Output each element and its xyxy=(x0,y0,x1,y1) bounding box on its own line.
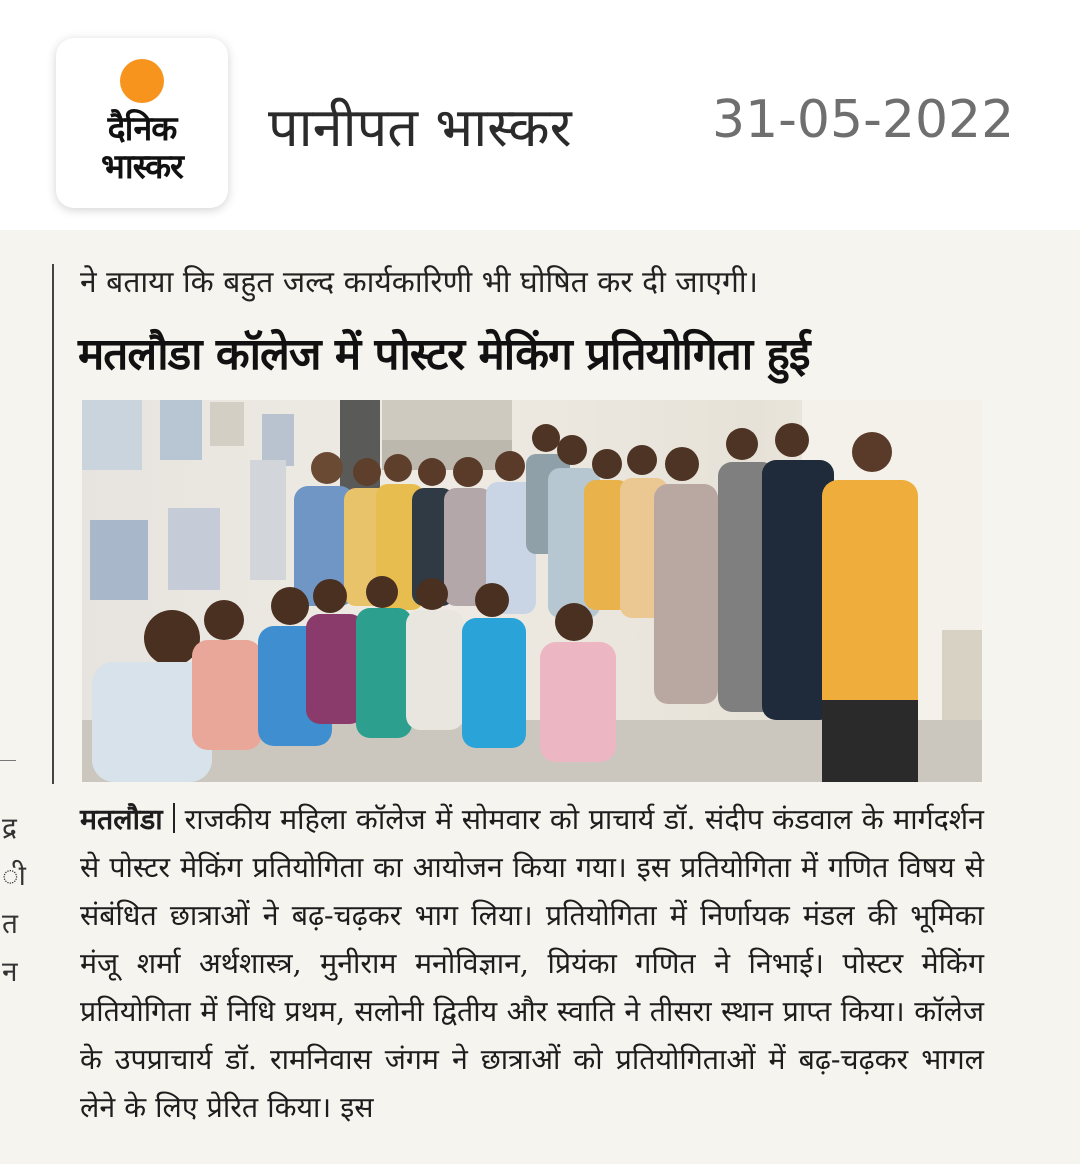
left-column-fragments xyxy=(2,808,26,1000)
article-body-text: राजकीय महिला कॉलेज में सोमवार को प्राचार्य डॉ. संदीप कंडवाल के मार्गदर्शन से पोस्टर मेकिंग प्रतियोगिता का आयोजन किया गया। इस प्रतियोगिता में गणित विषय से संबंधित छात्राओं ने बढ़-चढ़कर भाग लिया। प्रतियोगिता में निर्णायक मंडल की भूमिका मंजू शर्मा अर्थशास्त्र, मुनीराम मनोविज्ञान, प्रियंका गणित ने निभाई। पोस्टर मेकिंग प्रतियोगिता में निधि प्रथम, सलोनी द्वितीय और स्वाति ने तीसरा स्थान प्राप्त किया। कॉलेज के उपप्राचार्य डॉ. रामनिवास जंगम ने छात्राओं को प्रतियोगिताओं में बढ़-चढ़कर भागल लेने के लिए प्रेरित किया। इस xyxy=(80,803,984,1124)
newspaper-clipping[interactable] xyxy=(0,230,1080,1164)
previous-article-text: ने बताया कि बहुत जल्द कार्यकारिणी भी घोषित कर दी जाएगी। xyxy=(80,265,759,300)
article-body xyxy=(80,796,984,1132)
article-headline: मतलौडा कॉलेज में पोस्टर मेकिंग प्रतियोगिता हुई xyxy=(78,329,810,380)
left-fragment: द्र xyxy=(2,811,17,844)
dateline-separator xyxy=(173,803,175,833)
left-fragment: त xyxy=(2,907,18,940)
left-fragment: न xyxy=(2,955,18,988)
edition-title: पानीपत भास्कर xyxy=(268,96,572,159)
column-divider xyxy=(52,264,54,784)
left-fragment: ी xyxy=(2,859,26,892)
article-dateline: मतलौडा xyxy=(80,803,163,836)
logo-text-line2: भास्कर xyxy=(101,147,183,187)
left-column-rule xyxy=(0,760,16,761)
edition-date: 31-05-2022 xyxy=(712,90,1015,150)
logo-text-line1: दैनिक xyxy=(107,109,177,149)
logo-sun-icon xyxy=(120,59,164,103)
group-photo xyxy=(82,400,982,782)
app-header xyxy=(0,0,1080,230)
group-photo-illustration xyxy=(82,400,982,782)
